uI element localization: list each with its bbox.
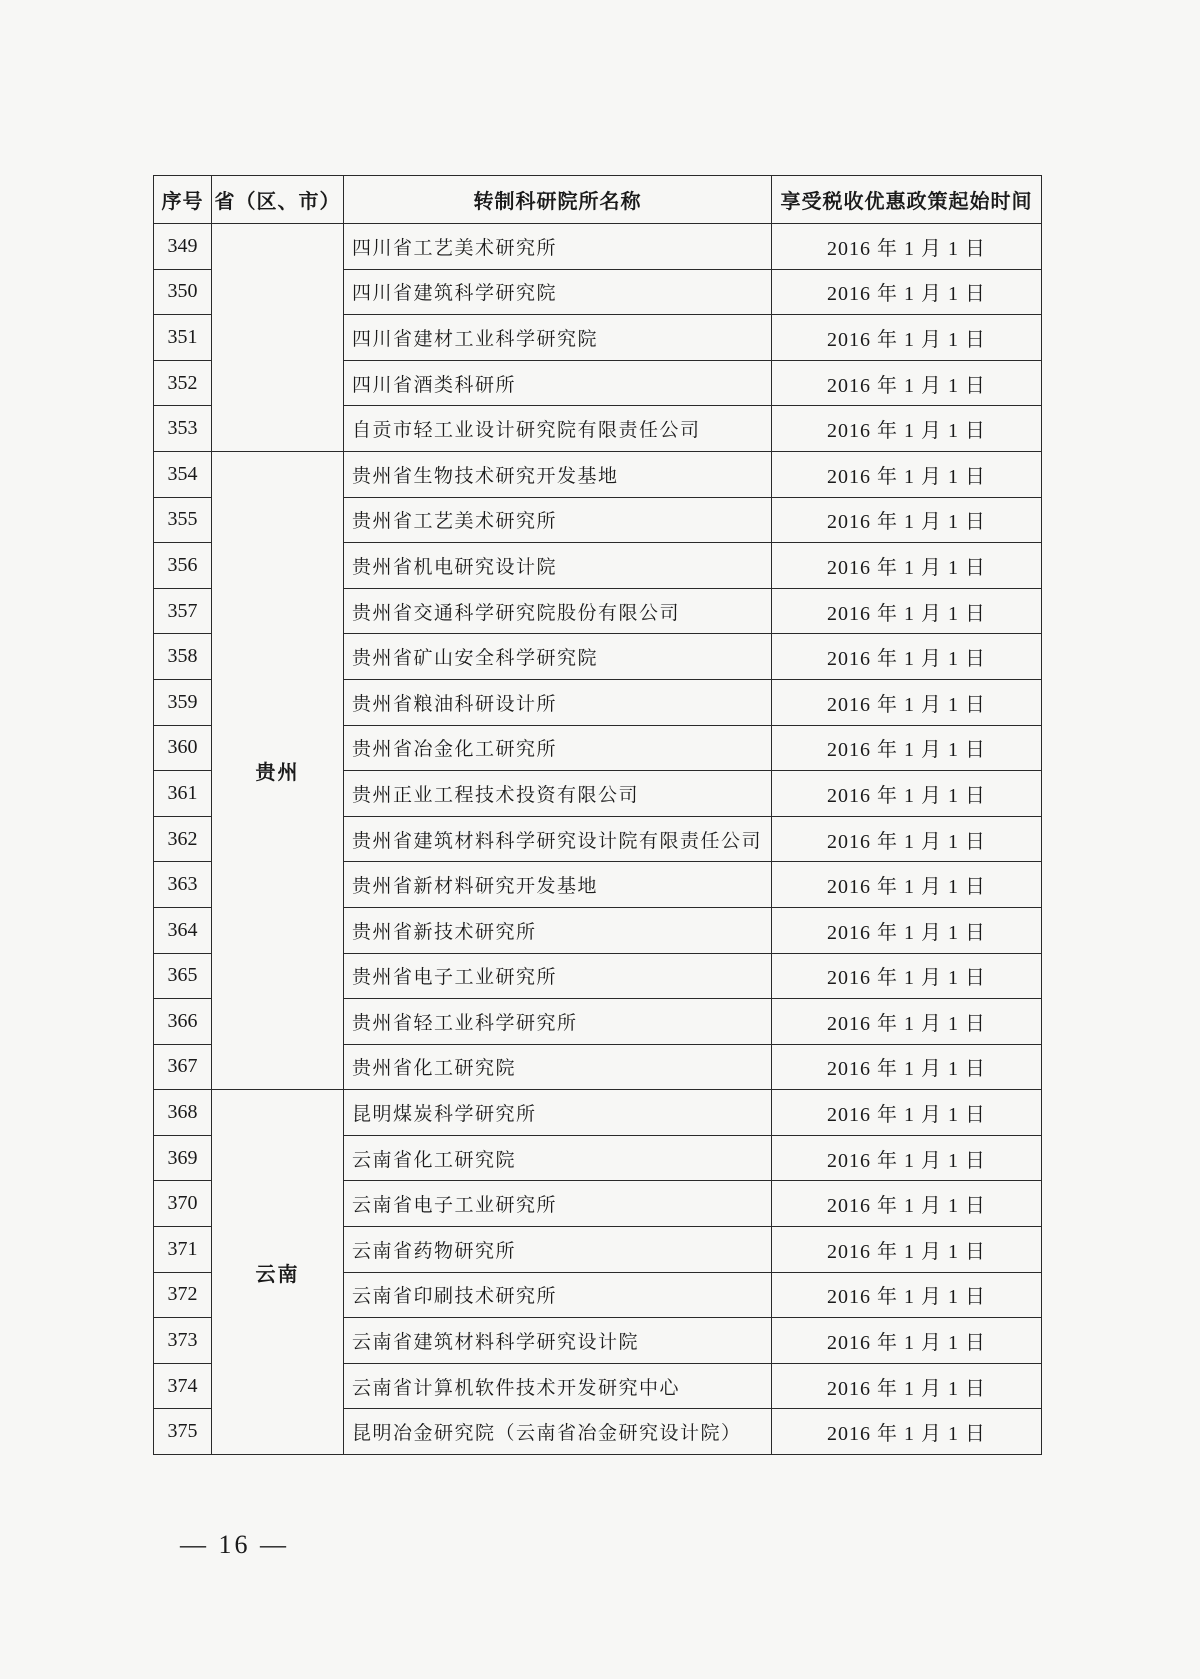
serial-no-cell: 363 [154,862,212,908]
serial-no-cell: 374 [154,1363,212,1409]
province-cell [212,224,344,452]
serial-no-cell: 364 [154,907,212,953]
serial-no-cell: 369 [154,1135,212,1181]
start-date-cell: 2016 年 1 月 1 日 [772,1090,1042,1136]
serial-no-cell: 350 [154,269,212,315]
start-date-cell: 2016 年 1 月 1 日 [772,1409,1042,1455]
serial-no-cell: 372 [154,1272,212,1318]
header-institute-name: 转制科研院所名称 [344,176,772,224]
serial-no-cell: 358 [154,634,212,680]
start-date-cell: 2016 年 1 月 1 日 [772,1227,1042,1273]
table-row [154,1090,1042,1136]
serial-no-cell: 361 [154,771,212,817]
header-serial-no: 序号 [154,176,212,224]
institute-name-cell: 云南省计算机软件技术开发研究中心 [344,1363,772,1409]
serial-no-cell: 362 [154,816,212,862]
institute-name-cell: 云南省印刷技术研究所 [344,1272,772,1318]
start-date-cell: 2016 年 1 月 1 日 [772,634,1042,680]
province-cell: 贵州 [212,451,344,1089]
start-date-cell: 2016 年 1 月 1 日 [772,1135,1042,1181]
serial-no-cell: 368 [154,1090,212,1136]
institute-name-cell: 四川省建材工业科学研究院 [344,315,772,361]
start-date-cell: 2016 年 1 月 1 日 [772,1181,1042,1227]
institute-name-cell: 云南省建筑材料科学研究设计院 [344,1318,772,1364]
serial-no-cell: 357 [154,588,212,634]
institute-name-cell: 昆明冶金研究院（云南省冶金研究设计院） [344,1409,772,1455]
serial-no-cell: 373 [154,1318,212,1364]
institute-name-cell: 贵州省新技术研究所 [344,907,772,953]
table-row [154,224,1042,270]
serial-no-cell: 371 [154,1227,212,1273]
serial-no-cell: 359 [154,679,212,725]
start-date-cell: 2016 年 1 月 1 日 [772,816,1042,862]
start-date-cell: 2016 年 1 月 1 日 [772,543,1042,589]
table-body [154,224,1042,1455]
table-header-row [154,176,1042,224]
serial-no-cell: 355 [154,497,212,543]
start-date-cell: 2016 年 1 月 1 日 [772,1044,1042,1090]
start-date-cell: 2016 年 1 月 1 日 [772,1272,1042,1318]
start-date-cell: 2016 年 1 月 1 日 [772,725,1042,771]
start-date-cell: 2016 年 1 月 1 日 [772,406,1042,452]
start-date-cell: 2016 年 1 月 1 日 [772,269,1042,315]
start-date-cell: 2016 年 1 月 1 日 [772,1318,1042,1364]
serial-no-cell: 360 [154,725,212,771]
start-date-cell: 2016 年 1 月 1 日 [772,862,1042,908]
institute-name-cell: 云南省化工研究院 [344,1135,772,1181]
page-number: — 16 — [180,1530,289,1559]
header-start-date: 享受税收优惠政策起始时间 [772,176,1042,224]
start-date-cell: 2016 年 1 月 1 日 [772,999,1042,1045]
start-date-cell: 2016 年 1 月 1 日 [772,771,1042,817]
start-date-cell: 2016 年 1 月 1 日 [772,224,1042,270]
institute-name-cell: 贵州省交通科学研究院股份有限公司 [344,588,772,634]
institute-name-cell: 贵州正业工程技术投资有限公司 [344,771,772,817]
institute-name-cell: 贵州省机电研究设计院 [344,543,772,589]
table-row [154,451,1042,497]
institute-name-cell: 贵州省化工研究院 [344,1044,772,1090]
serial-no-cell: 367 [154,1044,212,1090]
institute-name-cell: 云南省药物研究所 [344,1227,772,1273]
start-date-cell: 2016 年 1 月 1 日 [772,1363,1042,1409]
serial-no-cell: 366 [154,999,212,1045]
serial-no-cell: 370 [154,1181,212,1227]
start-date-cell: 2016 年 1 月 1 日 [772,315,1042,361]
serial-no-cell: 375 [154,1409,212,1455]
institute-name-cell: 贵州省生物技术研究开发基地 [344,451,772,497]
institutes-table [153,175,1042,1455]
institute-name-cell: 贵州省矿山安全科学研究院 [344,634,772,680]
institute-name-cell: 贵州省工艺美术研究所 [344,497,772,543]
serial-no-cell: 365 [154,953,212,999]
serial-no-cell: 353 [154,406,212,452]
institute-name-cell: 贵州省电子工业研究所 [344,953,772,999]
institute-name-cell: 贵州省建筑材料科学研究设计院有限责任公司 [344,816,772,862]
serial-no-cell: 354 [154,451,212,497]
institute-name-cell: 四川省酒类科研所 [344,360,772,406]
serial-no-cell: 352 [154,360,212,406]
institute-name-cell: 云南省电子工业研究所 [344,1181,772,1227]
institute-name-cell: 四川省建筑科学研究院 [344,269,772,315]
start-date-cell: 2016 年 1 月 1 日 [772,907,1042,953]
province-cell: 云南 [212,1090,344,1455]
institute-name-cell: 贵州省轻工业科学研究所 [344,999,772,1045]
institute-name-cell: 四川省工艺美术研究所 [344,224,772,270]
start-date-cell: 2016 年 1 月 1 日 [772,679,1042,725]
start-date-cell: 2016 年 1 月 1 日 [772,360,1042,406]
start-date-cell: 2016 年 1 月 1 日 [772,497,1042,543]
serial-no-cell: 351 [154,315,212,361]
start-date-cell: 2016 年 1 月 1 日 [772,588,1042,634]
institute-name-cell: 贵州省新材料研究开发基地 [344,862,772,908]
start-date-cell: 2016 年 1 月 1 日 [772,451,1042,497]
header-province: 省（区、市） [212,176,344,224]
institute-name-cell: 贵州省粮油科研设计所 [344,679,772,725]
start-date-cell: 2016 年 1 月 1 日 [772,953,1042,999]
institute-name-cell: 贵州省冶金化工研究所 [344,725,772,771]
serial-no-cell: 356 [154,543,212,589]
institute-name-cell: 自贡市轻工业设计研究院有限责任公司 [344,406,772,452]
serial-no-cell: 349 [154,224,212,270]
institute-name-cell: 昆明煤炭科学研究所 [344,1090,772,1136]
